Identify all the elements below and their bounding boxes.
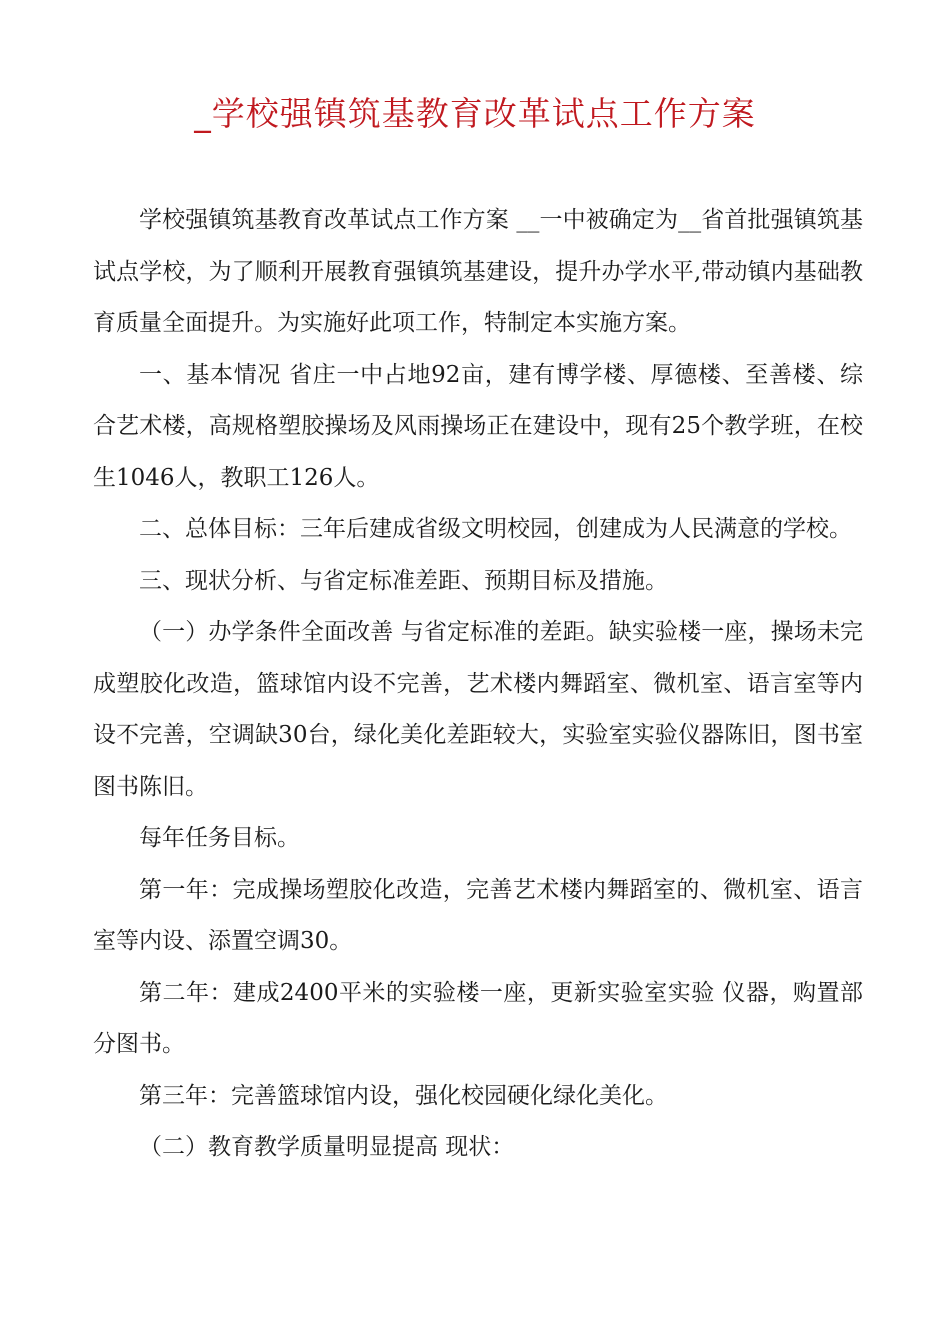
paragraph-status-analysis: 三、现状分析、与省定标准差距、预期目标及措施。 xyxy=(139,567,668,594)
paragraph-year-two: 第二年：建成2400平米的实验楼一座，更新实验室实验 仪器，购置部分图书。 xyxy=(93,979,863,1057)
document-body xyxy=(93,195,863,1174)
paragraph-yearly-targets: 每年任务目标。 xyxy=(139,825,300,851)
paragraph-overall-goal: 二、总体目标：三年后建成省级文明校园，创建成为人民满意的学校。 xyxy=(139,516,852,542)
paragraph-basic-situation: 一、基本情况 省庄一中占地92亩，建有博学楼、厚德楼、至善楼、综合艺术楼，高规格塑胶操场及风雨操场正在建设中，现有25个教学班，在校生1046人，教职工126人。 xyxy=(93,361,863,491)
paragraph-intro: 学校强镇筑基教育改革试点工作方案 __一中被确定为__省首批强镇筑基试点学校，为了顺利开展教育强镇筑基建设，提升办学水平,带动镇内基础教育质量全面提升。为实施好此项工作，特制定本实施方案。 xyxy=(93,207,863,336)
document-title: _学校强镇筑基教育改革试点工作方案 xyxy=(194,94,756,133)
paragraph-year-one: 第一年：完成操场塑胶化改造，完善艺术楼内舞蹈室的、微机室、语言室等内设、添置空调30。 xyxy=(93,876,863,954)
paragraph-teaching-quality: （二）教育教学质量明显提高 现状： xyxy=(139,1134,515,1160)
paragraph-year-three: 第三年：完善篮球馆内设，强化校园硬化绿化美化。 xyxy=(139,1082,668,1109)
paragraph-conditions: （一）办学条件全面改善 与省定标准的差距。缺实验楼一座，操场未完成塑胶化改造，篮球馆内设不完善，艺术楼内舞蹈室、微机室、语言室等内设不完善，空调缺30台，绿化美化差距较大，实验室实验仪器陈旧，图书室图书陈旧。 xyxy=(93,619,863,800)
